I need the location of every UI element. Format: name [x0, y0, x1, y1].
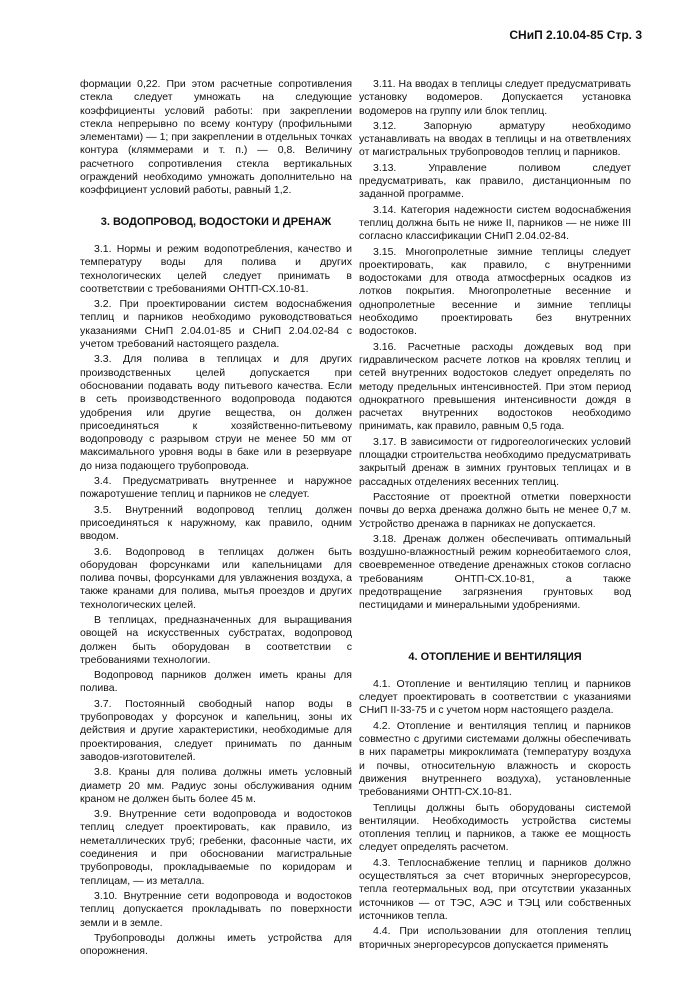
- paragraph-3-1: 3.1. Нормы и режим водопотребления, качество и температуру воды для полива и других технологических целей следует принимать в соответствии с требованиями ОНТП-СХ.10-81.: [80, 242, 352, 295]
- section-3-heading: 3. ВОДОПРОВОД, ВОДОСТОКИ И ДРЕНАЖ: [100, 215, 332, 228]
- paragraph-3-9: 3.9. Внутренние сети водопровода и водостоков теплиц следует проектировать, как правило, из неметаллических труб; гребенки, фасонные части, их соединения и при обосновании магистральные трубопроводы, прокладываемые по коридорам и теплицам, — из металла.: [80, 808, 352, 887]
- left-column: [80, 78, 352, 958]
- paragraph-3-10: 3.10. Внутренние сети водопровода и водостоков теплиц допускается прокладывать по поверхности земли и в земле.: [80, 889, 352, 929]
- paragraph-3-6-parniki: Водопровод парников должен иметь краны для полива.: [80, 669, 352, 695]
- paragraph-continuation: формации 0,22. При этом расчетные сопротивления стекла следует умножать на следующие коэффициенты условий работы: при закреплении стекла непрерывно по всему контуру (профильными элементами) — 1; при закреплении в отдельных точках контура (кляммерами и т. п.) — 0,8. Величину расчетного сопротивления стекла вертикальных ограждений необходимо умножать дополнительно на коэффициент условий работы, равный 1,2.: [80, 78, 352, 197]
- paragraph-3-13: 3.13. Управление поливом следует предусматривать, как правило, дистанционным по заданной программе.: [359, 161, 631, 201]
- paragraph-3-4: 3.4. Предусматривать внутреннее и наружное пожаротушение теплиц и парников не следует.: [80, 475, 352, 501]
- paragraph-3-11: 3.11. На вводах в теплицы следует предусматривать установку водомеров. Допускается установка водомеров на группу или блок теплиц.: [359, 78, 631, 117]
- paragraph-3-18: 3.18. Дренаж должен обеспечивать оптимальный воздушно-влажностный режим корнеобитаемого слоя, своевременное отведение дренажных стоков согласно требованиям ОНТП-СХ.10-81, а также предотвращение загрязнения грунтовых вод пестицидами и минеральными удобрениями.: [359, 532, 631, 612]
- paragraph-3-3: 3.3. Для полива в теплицах и для других производственных целей допускается при обосновании подавать воду питьевого качества. Если в сеть производственного водопровода подаются удобрения или другие вещества, он должен присоединяться к хозяйственно-питьевому водопроводу с разрывом струи не менее 50 мм от максимального уровня воды в баке или в резервуаре до низа подающего трубопровода.: [80, 353, 352, 472]
- paragraph-3-6-substrates: В теплицах, предназначенных для выращивания овощей на искусственных субстратах, водопровод должен быть оборудован в соответствии с требованиями технологии.: [80, 613, 352, 666]
- paragraph-4-4: 4.4. При использовании для отопления теплиц вторичных энергоресурсов допускается применять: [359, 925, 631, 951]
- right-column: [359, 78, 631, 952]
- paragraph-3-2: 3.2. При проектировании систем водоснабжения теплиц и парников необходимо руководствоваться указаниями СНиП 2.04.01-85 и СНиП 2.04.02-84 с учетом требований настоящего раздела.: [80, 298, 352, 351]
- paragraph-3-10-drain: Трубопроводы должны иметь устройства для опорожнения.: [80, 931, 352, 958]
- paragraph-3-16: 3.16. Расчетные расходы дождевых вод при гидравлическом расчете лотков на кровлях теплиц и сетей внутренних водостоков следует определять по методу предельных интенсивностей. При этом период однократного превышения интенсивности дождя в расчетах внутренних водостоков необходимо принимать, как правило, равным 0,5 года.: [359, 340, 631, 433]
- section-4-heading: 4. ОТОПЛЕНИЕ И ВЕНТИЛЯЦИЯ: [408, 650, 582, 663]
- paragraph-3-7: 3.7. Постоянный свободный напор воды в трубопроводах у форсунок и капельниц, зоны их действия и другие характеристики, необходимые для проектирования, следует принимать по данным заводов-изготовителей.: [80, 697, 352, 763]
- paragraph-3-17: 3.17. В зависимости от гидрогеологических условий площадки строительства необходимо предусматривать закрытый дренаж в зимних грунтовых теплицах и в рассадных отделениях весенних теплиц.: [359, 435, 631, 488]
- paragraph-3-8: 3.8. Краны для полива должны иметь условный диаметр 20 мм. Радиус зоны обслуживания одним краном не должен быть более 45 м.: [80, 766, 352, 805]
- paragraph-3-5: 3.5. Внутренний водопровод теплиц должен присоединяться к наружному, как правило, одним вводом.: [80, 503, 352, 543]
- paragraph-3-15: 3.15. Многопролетные зимние теплицы следует проектировать, как правило, с внутренними водостоками для отвода атмосферных осадков из лотков покрытия. Многопролетные весенние и однопролетные весенние и зимние теплицы необходимо проектировать без внутренних водостоков.: [359, 245, 631, 338]
- paragraph-4-2-ventilation: Теплицы должны быть оборудованы системой вентиляции. Необходимость устройства системы отопления теплиц и парников, а также ее мощность следует определять расчетом.: [359, 801, 631, 854]
- paragraph-4-3: 4.3. Теплоснабжение теплиц и парников должно осуществляться за счет вторичных энергоресурсов, тепла геотермальных вод, при отсутствии указанных источников — от ТЭС, АЭС и ТЭЦ или собственных источников тепла.: [359, 856, 631, 922]
- paragraph-3-12: 3.12. Запорную арматуру необходимо устанавливать на вводах в теплицы и на ответвлениях от магистральных трубопроводов теплиц и парников.: [359, 119, 631, 159]
- paragraph-4-1: 4.1. Отопление и вентиляцию теплиц и парников следует проектировать в соответствии с указаниями СНиП II-33-75 и с учетом норм настоящего раздела.: [359, 677, 631, 717]
- paragraph-3-17-distance: Расстояние от проектной отметки поверхности почвы до верха дренажа должно быть не менее 0,7 м. Устройство дренажа в парниках не допускается.: [359, 490, 631, 530]
- paragraph-4-2: 4.2. Отопление и вентиляция теплиц и парников совместно с другими системами должны обеспечивать в них параметры микроклимата (температуру воздуха и почвы, относительную влажность и скорость движения внутреннего воздуха), установленные требованиями ОНТП-СХ.10-81.: [359, 719, 631, 799]
- page-header: СНиП 2.10.04-85 Стр. 3: [509, 28, 642, 42]
- paragraph-3-14: 3.14. Категория надежности систем водоснабжения теплиц должна быть не ниже II, парников — не ниже III согласно классификации СНиП 2.04.02-84.: [359, 203, 631, 243]
- paragraph-3-6: 3.6. Водопровод в теплицах должен быть оборудован форсунками или капельницами для полива почвы, форсунками для увлажнения воздуха, а также кранами для полива, мытья проездов и других технологических целей.: [80, 545, 352, 611]
